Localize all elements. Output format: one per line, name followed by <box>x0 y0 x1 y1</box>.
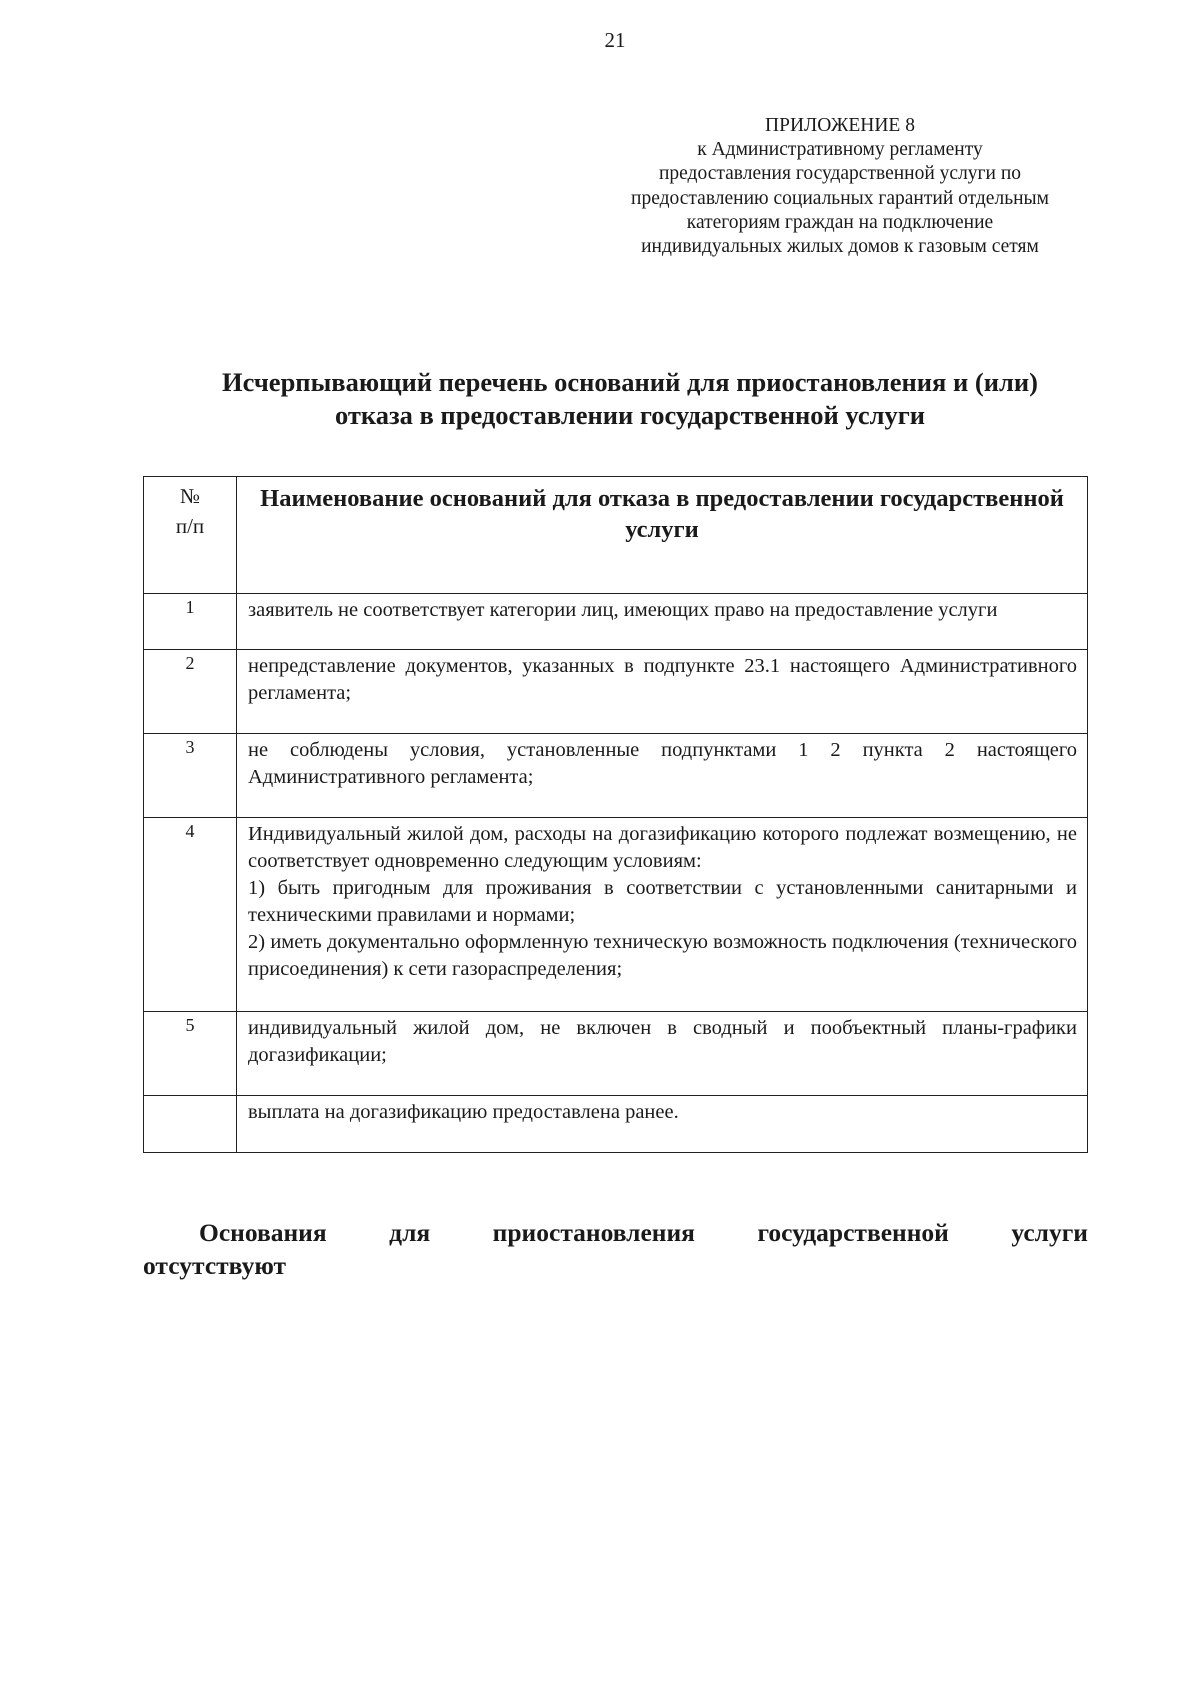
appendix-line: к Административному регламенту <box>697 139 983 161</box>
row-text <box>237 734 1088 818</box>
name-column-header: Наименование оснований для отказа в предоставлении государственной услуги <box>237 477 1088 594</box>
row-paragraph: непредставление документов, указанных в подпункте 23.1 настоящего Административного регламента; <box>248 655 1077 704</box>
row-text <box>237 1012 1088 1096</box>
document-title-line: Исчерпывающий перечень оснований для приостановления и (или) <box>222 367 1038 397</box>
conclusion-text: Основания для приостановления государственной услуги отсутствуют <box>143 1218 1088 1280</box>
appendix-line: категориям граждан на подключение <box>686 211 994 233</box>
number-abbrev: п/п <box>175 514 205 538</box>
page-number: 21 <box>604 28 626 52</box>
number-sign: № <box>179 484 201 508</box>
appendix-line: предоставлению социальных гарантий отдельным <box>631 187 1049 209</box>
row-number: 5 <box>144 1012 237 1096</box>
row-paragraph: Индивидуальный жилой дом, расходы на догазификацию которого подлежат возмещению, не соответствует одновременно следующим условиям: <box>248 823 1077 872</box>
row-number <box>144 1096 237 1153</box>
appendix-line: индивидуальных жилых домов к газовым сетям <box>641 236 1039 258</box>
row-paragraph: 1) быть пригодным для проживания в соответствии с установленными санитарными и техническими правилами и нормами; <box>248 877 1077 926</box>
row-paragraph: выплата на догазификацию предоставлена ранее. <box>248 1101 679 1123</box>
table-row <box>144 734 1088 818</box>
row-paragraph: заявитель не соответствует категории лиц, имеющих право на предоставление услуги <box>248 599 998 621</box>
row-text <box>237 818 1088 1012</box>
row-number: 1 <box>144 594 237 650</box>
table-row <box>144 818 1088 1012</box>
table-row <box>144 1012 1088 1096</box>
row-paragraph: не соблюдены условия, установленные подпунктами 1 2 пункта 2 настоящего Административного регламента; <box>248 739 1077 788</box>
grounds-table <box>143 476 1088 1153</box>
appendix-title: ПРИЛОЖЕНИЕ 8 <box>765 115 915 136</box>
table-row <box>144 1096 1088 1153</box>
row-paragraph: 2) иметь документально оформленную техническую возможность подключения (технического присоединения) к сети газораспределения; <box>248 931 1077 980</box>
row-number: 3 <box>144 734 237 818</box>
row-number: 2 <box>144 650 237 734</box>
table-header-row <box>144 477 1088 594</box>
row-text <box>237 594 1088 650</box>
number-column-header <box>144 477 237 594</box>
table-row <box>144 594 1088 650</box>
row-text <box>237 1096 1088 1153</box>
appendix-header <box>590 114 1090 259</box>
table-row <box>144 650 1088 734</box>
row-paragraph: индивидуальный жилой дом, не включен в сводный и пообъектный планы-графики догазификации; <box>248 1017 1077 1066</box>
document-title <box>180 366 1080 432</box>
row-text <box>237 650 1088 734</box>
document-title-line: отказа в предоставлении государственной услуги <box>334 400 926 430</box>
row-number: 4 <box>144 818 237 1012</box>
appendix-line: предоставления государственной услуги по <box>658 163 1022 185</box>
